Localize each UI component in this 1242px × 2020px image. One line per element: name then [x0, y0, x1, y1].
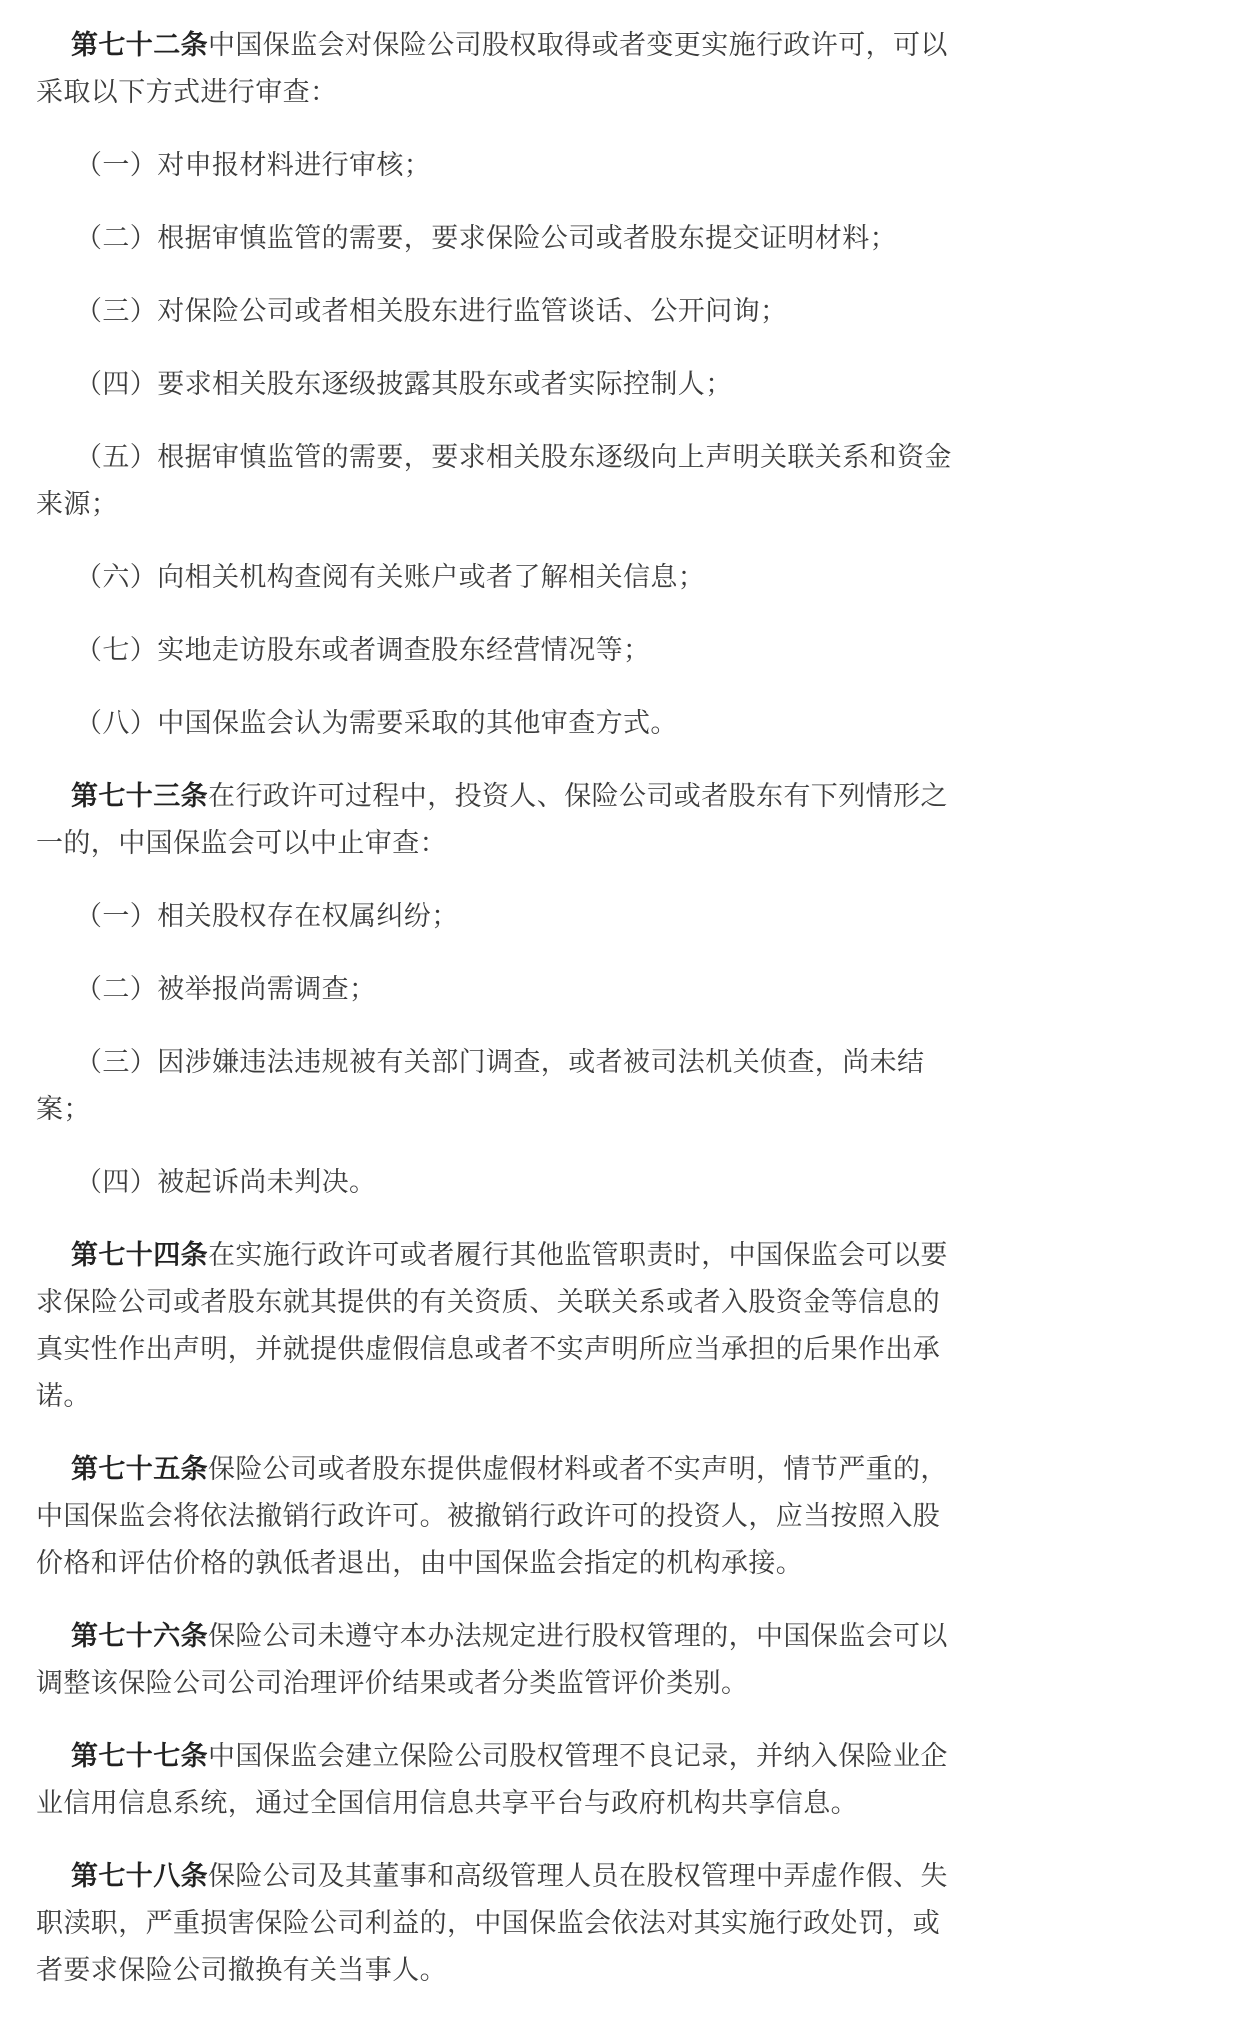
line-text: 采取以下方式进行审查： [36, 77, 338, 108]
line-text: 真实性作出声明，并就提供虚假信息或者不实声明所应当承担的后果作出承 [36, 1334, 941, 1365]
line-text: 诺。 [36, 1381, 91, 1412]
text-line [36, 1326, 976, 1373]
text-line [36, 1493, 976, 1540]
line-text: （三）因涉嫌违法违规被有关部门调查，或者被司法机关侦查，尚未结 [75, 1047, 925, 1078]
line-text: （一）对申报材料进行审核； [75, 150, 432, 181]
text-line [36, 1900, 976, 1947]
text-line [36, 627, 976, 674]
line-text: 中国保监会将依法撤销行政许可。被撤销行政许可的投资人，应当按照入股 [36, 1501, 941, 1532]
text-line [36, 481, 976, 528]
line-text: 中国保监会对保险公司股权取得或者变更实施行政许可，可以 [208, 30, 948, 61]
list-item [36, 966, 976, 1013]
line-text: （四）被起诉尚未判决。 [75, 1167, 377, 1198]
text-line [36, 1232, 976, 1279]
line-text: 职渎职，严重损害保险公司利益的，中国保监会依法对其实施行政处罚，或 [36, 1908, 941, 1939]
text-line [36, 1446, 976, 1493]
article-paragraph [36, 22, 976, 116]
text-line [36, 69, 976, 116]
line-text: 保险公司及其董事和高级管理人员在股权管理中弄虚作假、失 [208, 1861, 948, 1892]
text-line [36, 966, 976, 1013]
text-line [36, 773, 976, 820]
text-line [36, 1947, 976, 1994]
line-text: （一）相关股权存在权属纠纷； [75, 901, 459, 932]
article-paragraph [36, 1733, 976, 1827]
text-line [36, 1540, 976, 1587]
article-paragraph [36, 773, 976, 867]
list-item [36, 1159, 976, 1206]
line-text: （二）被举报尚需调查； [75, 974, 377, 1005]
line-text: 者要求保险公司撤换有关当事人。 [36, 1955, 447, 1986]
article-paragraph [36, 1232, 976, 1420]
text-line [36, 215, 976, 262]
list-item [36, 554, 976, 601]
list-item [36, 288, 976, 335]
list-item [36, 700, 976, 747]
article-heading: 第七十五条 [71, 1454, 208, 1485]
line-text: 保险公司或者股东提供虚假材料或者不实声明，情节严重的， [208, 1454, 948, 1485]
line-text: （八）中国保监会认为需要采取的其他审查方式。 [75, 708, 678, 739]
article-heading: 第七十二条 [71, 30, 208, 61]
list-item [36, 627, 976, 674]
text-line [36, 434, 976, 481]
line-text: 价格和评估价格的孰低者退出，由中国保监会指定的机构承接。 [36, 1548, 804, 1579]
article-heading: 第七十八条 [71, 1861, 208, 1892]
text-line [36, 1660, 976, 1707]
line-text: （二）根据审慎监管的需要，要求保险公司或者股东提交证明材料； [75, 223, 897, 254]
line-text: 保险公司未遵守本办法规定进行股权管理的，中国保监会可以 [208, 1621, 948, 1652]
article-paragraph [36, 1853, 976, 1994]
text-line [36, 1780, 976, 1827]
line-text: 一的，中国保监会可以中止审查： [36, 828, 447, 859]
list-item [36, 142, 976, 189]
list-item [36, 434, 976, 528]
list-item [36, 215, 976, 262]
list-item [36, 1039, 976, 1133]
line-text: 在行政许可过程中，投资人、保险公司或者股东有下列情形之 [208, 781, 948, 812]
text-line [36, 22, 976, 69]
text-line [36, 288, 976, 335]
line-text: 求保险公司或者股东就其提供的有关资质、关联关系或者入股资金等信息的 [36, 1287, 941, 1318]
text-line [36, 1733, 976, 1780]
article-heading: 第七十七条 [71, 1741, 208, 1772]
text-line [36, 361, 976, 408]
article-heading: 第七十三条 [71, 781, 208, 812]
article-heading: 第七十四条 [71, 1240, 208, 1271]
text-line [36, 1159, 976, 1206]
text-line [36, 893, 976, 940]
line-text: （三）对保险公司或者相关股东进行监管谈话、公开问询； [75, 296, 788, 327]
line-text: 案； [36, 1094, 91, 1125]
article-paragraph [36, 1446, 976, 1587]
text-line [36, 1373, 976, 1420]
regulation-document [36, 22, 976, 2020]
line-text: 业信用信息系统，通过全国信用信息共享平台与政府机构共享信息。 [36, 1788, 858, 1819]
text-line [36, 1086, 976, 1133]
article-heading: 第七十六条 [71, 1621, 208, 1652]
line-text: 在实施行政许可或者履行其他监管职责时，中国保监会可以要 [208, 1240, 948, 1271]
line-text: 中国保监会建立保险公司股权管理不良记录，并纳入保险业企 [208, 1741, 948, 1772]
line-text: （五）根据审慎监管的需要，要求相关股东逐级向上声明关联关系和资金 [75, 442, 952, 473]
text-line [36, 700, 976, 747]
line-text: 来源； [36, 489, 119, 520]
text-line [36, 1853, 976, 1900]
text-line [36, 820, 976, 867]
line-text: （七）实地走访股东或者调查股东经营情况等； [75, 635, 651, 666]
text-line [36, 142, 976, 189]
article-paragraph [36, 1613, 976, 1707]
text-line [36, 1279, 976, 1326]
list-item [36, 893, 976, 940]
line-text: 调整该保险公司公司治理评价结果或者分类监管评价类别。 [36, 1668, 749, 1699]
text-line [36, 1039, 976, 1086]
list-item [36, 361, 976, 408]
line-text: （六）向相关机构查阅有关账户或者了解相关信息； [75, 562, 706, 593]
text-line [36, 554, 976, 601]
line-text: （四）要求相关股东逐级披露其股东或者实际控制人； [75, 369, 733, 400]
text-line [36, 1613, 976, 1660]
